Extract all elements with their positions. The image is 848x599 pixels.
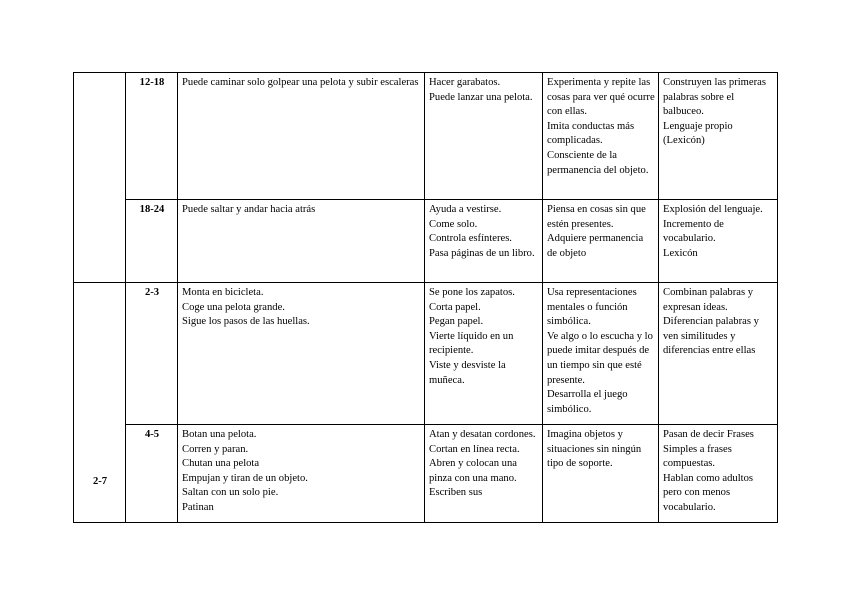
cell-line: Desarrolla el juego simbólico. <box>547 389 628 415</box>
fine-motor-cell <box>425 283 543 425</box>
fine-motor-cell <box>425 73 543 200</box>
gross-motor-cell <box>178 200 425 283</box>
age-range-cell: 18-24 <box>126 200 178 283</box>
cell-line: Ayuda a vestirse. <box>429 204 502 215</box>
cell-line: Diferencian palabras y ven similitudes y diferencias entre ellas <box>663 316 759 357</box>
fine-motor-cell <box>425 200 543 283</box>
cell-line: Imagina objetos y situaciones sin ningún tipo de soporte. <box>547 429 642 470</box>
cell-line: Puede saltar y andar hacia atrás <box>182 204 316 215</box>
cognitive-cell <box>543 200 659 283</box>
cell-line: Botan una pelota. <box>182 429 257 440</box>
cell-line: Corta papel. <box>429 301 481 313</box>
language-cell <box>659 283 778 425</box>
cell-line: Empujan y tiran de un objeto. <box>182 472 308 484</box>
cell-line: Imita conductas más complicadas. <box>547 120 635 147</box>
cell-line: Construyen las primeras palabras sobre el balbuceo. <box>663 77 766 118</box>
fine-motor-cell <box>425 425 543 523</box>
cell-line: Pegan papel. <box>429 316 484 328</box>
development-table <box>73 72 778 523</box>
cell-line: Ve algo o lo escucha y lo puede imitar después de un tiempo sin que esté presente. <box>547 330 653 386</box>
cell-line: Lexicón <box>663 247 698 259</box>
cell-line: Patinan <box>182 501 214 513</box>
cell-line: Pasan de decir Frases Simples a frases compuestas. <box>663 429 754 470</box>
cell-line: Controla esfínteres. <box>429 233 512 245</box>
gross-motor-cell <box>178 73 425 200</box>
language-cell <box>659 425 778 523</box>
age-range-cell: 2-3 <box>126 283 178 425</box>
cell-line: Atan y desatan cordones. <box>429 429 536 440</box>
cognitive-cell <box>543 283 659 425</box>
table-row <box>74 73 778 200</box>
cell-line: Monta en bicicleta. <box>182 287 264 298</box>
age-range-cell: 12-18 <box>126 73 178 200</box>
cell-line: Adquiere permanencia de objeto <box>547 233 644 259</box>
cognitive-cell <box>543 425 659 523</box>
cell-line: Vierte líquido en un recipiente. <box>429 330 514 357</box>
cell-line: Se pone los zapatos. <box>429 287 515 298</box>
table-row <box>74 200 778 283</box>
cell-line: Abren y colocan una pinza con una mano. <box>429 458 517 484</box>
cell-line: Escriben sus <box>429 487 483 499</box>
cell-line: Chutan una pelota <box>182 458 260 470</box>
cell-line: Experimenta y repite las cosas para ver qué ocurre con ellas. <box>547 77 655 118</box>
age-group-cell: 2-7 <box>74 283 126 523</box>
cell-line: Puede caminar solo golpear una pelota y subir escaleras <box>182 77 419 88</box>
table-row <box>74 283 778 425</box>
cell-line: Lenguaje propio (Lexicón) <box>663 120 733 147</box>
cell-line: Corren y paran. <box>182 443 249 455</box>
cell-line: Explosión del lenguaje. <box>663 204 763 215</box>
age-range-cell: 4-5 <box>126 425 178 523</box>
cell-line: Sigue los pasos de las huellas. <box>182 316 310 328</box>
table-row <box>74 425 778 523</box>
cell-line: Hacer garabatos. <box>429 77 501 88</box>
cell-line: Coge una pelota grande. <box>182 301 285 313</box>
cell-line: Usa representaciones mentales o función simbólica. <box>547 287 637 328</box>
cell-line: Hablan como adultos pero con menos vocabulario. <box>663 472 754 513</box>
cell-line: Come solo. <box>429 218 478 230</box>
language-cell <box>659 73 778 200</box>
cell-line: Incremento de vocabulario. <box>663 218 724 245</box>
cell-line: Viste y desviste la muñeca. <box>429 359 506 386</box>
age-group-cell <box>74 73 126 283</box>
language-cell <box>659 200 778 283</box>
cell-line: Combinan palabras y expresan ideas. <box>663 287 754 313</box>
cognitive-cell <box>543 73 659 200</box>
cell-line: Saltan con un solo pie. <box>182 487 279 499</box>
cell-line: Puede lanzar una pelota. <box>429 91 533 103</box>
cell-line: Cortan en línea recta. <box>429 443 520 455</box>
cell-line: Consciente de la permanencia del objeto. <box>547 149 649 176</box>
cell-line: Piensa en cosas sin que estén presentes. <box>547 204 646 230</box>
gross-motor-cell <box>178 425 425 523</box>
gross-motor-cell <box>178 283 425 425</box>
cell-line: Pasa páginas de un libro. <box>429 247 535 259</box>
